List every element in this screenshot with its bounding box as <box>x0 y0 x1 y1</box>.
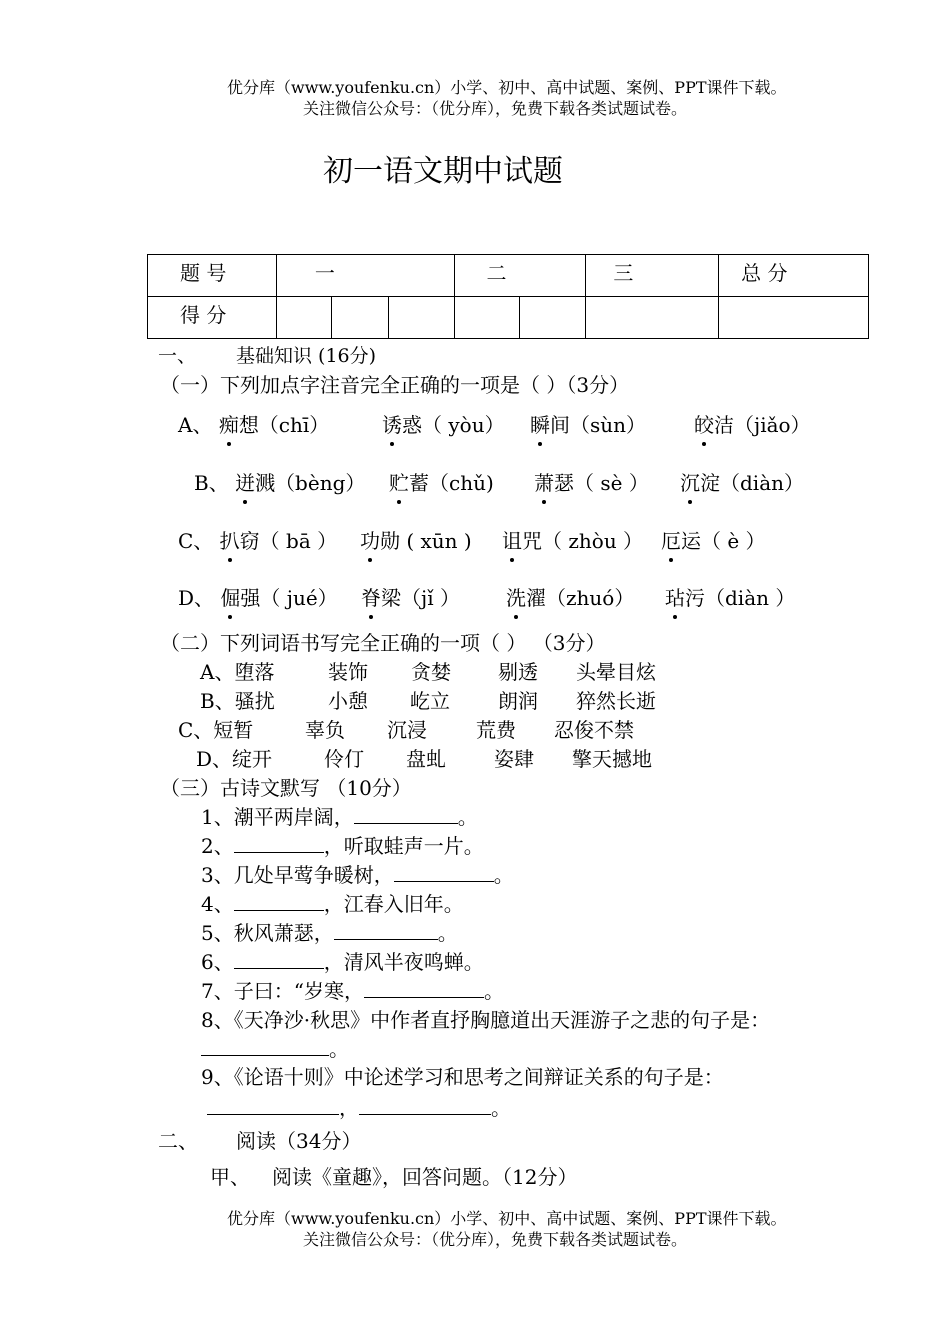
pinyin-item: 勋 ( xūn ) <box>380 529 472 553</box>
option-c[interactable]: C、短暂 <box>178 718 254 742</box>
option-letter: A、 <box>178 413 213 437</box>
word: 伶仃 <box>324 747 364 771</box>
poem-text: 4、 <box>201 892 234 916</box>
dotted-char: 脊 <box>361 582 381 611</box>
pinyin-item: 淀（diàn） <box>700 471 805 495</box>
word: 猝然长逝 <box>576 689 656 713</box>
answer-blank[interactable] <box>359 1096 491 1115</box>
poem-line <box>201 975 504 1004</box>
subsection-heading <box>210 1161 577 1190</box>
score-table <box>147 254 869 339</box>
answer-blank[interactable] <box>334 921 438 940</box>
question-prompt: （一）下列加点字注音完全正确的一项是（ ）（3分） <box>160 373 630 397</box>
pinyin-item: 濯（zhuó） <box>526 586 635 610</box>
dotted-char: 皎 <box>694 409 714 438</box>
score-cell[interactable] <box>719 297 869 339</box>
section-number: 二、 <box>158 1129 198 1153</box>
poem-text: ，听取蛙声一片。 <box>323 834 484 858</box>
pinyin-item: 洁（jiǎo） <box>714 413 811 437</box>
pinyin-item: 窃（ bā ） <box>239 529 338 553</box>
poem-text: 。 <box>491 1096 511 1120</box>
poem-text: 。 <box>493 863 514 887</box>
poem-line: 9、《论语十则》中论述学习和思考之间辩证关系的句子是： <box>201 1065 724 1089</box>
answer-blank[interactable] <box>234 950 324 969</box>
subsection-title: 阅读《童趣》，回答问题。（12分） <box>272 1165 578 1189</box>
poem-line <box>201 830 484 859</box>
pinyin-item: 强（ jué） <box>240 586 338 610</box>
table-header-cell: 一 <box>276 255 454 297</box>
pinyin-item: 间（sùn） <box>550 413 647 437</box>
pinyin-item: 溅（bèng） <box>255 471 366 495</box>
option-letter: D、 <box>178 586 215 610</box>
answer-blank[interactable] <box>234 834 324 853</box>
poem-text: 6、 <box>201 950 234 974</box>
table-row <box>148 297 869 339</box>
section-heading <box>158 1125 361 1154</box>
word: 忍俊不禁 <box>554 718 634 742</box>
section-heading <box>158 341 376 368</box>
score-cell[interactable] <box>388 297 454 339</box>
option-letter: C、 <box>178 529 214 553</box>
table-header-cell: 三 <box>586 255 719 297</box>
option-item <box>382 409 505 438</box>
option-d[interactable]: D、绽开 <box>196 747 273 771</box>
word: 小憩 <box>328 689 368 713</box>
pinyin-item: 瑟（ sè ） <box>554 471 649 495</box>
poem-text: 。 <box>329 1037 349 1061</box>
word: 朗润 <box>498 689 538 713</box>
word: 擎天撼地 <box>572 747 652 771</box>
word: 盘虬 <box>406 747 446 771</box>
poem-line <box>201 1033 349 1062</box>
option-item <box>661 525 766 554</box>
dotted-char: 诱 <box>382 409 402 438</box>
section-title: 基础知识 (16分) <box>236 345 377 367</box>
poem-text: ，江春入旧年。 <box>323 892 464 916</box>
option-letter: B、 <box>194 471 229 495</box>
poem-line <box>201 917 458 946</box>
score-cell[interactable] <box>454 297 520 339</box>
score-cell[interactable] <box>520 297 586 339</box>
footer-line-1: 优分库（www.youfenku.cn）小学、初中、高中试题、案例、PPT课件下载。 <box>227 1209 787 1228</box>
answer-blank[interactable] <box>354 805 458 824</box>
option-item <box>534 467 649 496</box>
dotted-char: 瞬 <box>530 409 550 438</box>
table-row <box>148 255 869 297</box>
option-b[interactable]: B、骚扰 <box>200 689 275 713</box>
option-item <box>389 467 494 496</box>
poem-line <box>201 888 464 917</box>
pinyin-item: 想（chī） <box>238 413 330 437</box>
dotted-char: 厄 <box>661 525 681 554</box>
option-item <box>694 409 811 438</box>
option-d[interactable] <box>178 582 338 611</box>
table-header-cell: 总 分 <box>719 255 869 297</box>
pinyin-item: 梁（jǐ ） <box>381 586 460 610</box>
poem-text: 。 <box>483 979 504 1003</box>
poem-text: 1、潮平两岸阔， <box>201 805 354 829</box>
footer-line-2: 关注微信公众号：（优分库），免费下载各类试题试卷。 <box>303 1230 688 1249</box>
dotted-char: 玷 <box>665 582 685 611</box>
poem-text: ，清风半夜鸣蝉。 <box>323 950 484 974</box>
word: 沉浸 <box>387 718 427 742</box>
pinyin-item: 惑（ yòu） <box>402 413 505 437</box>
table-header-cell: 二 <box>454 255 586 297</box>
score-cell[interactable] <box>331 297 388 339</box>
word: 姿肆 <box>494 747 534 771</box>
option-item <box>506 582 634 611</box>
section-title: 阅读（34分） <box>236 1129 362 1153</box>
option-a[interactable]: A、堕落 <box>200 660 275 684</box>
poem-text: 3、几处早莺争暖树， <box>201 863 394 887</box>
header-line-1: 优分库（www.youfenku.cn）小学、初中、高中试题、案例、PPT课件下载。 <box>227 78 787 97</box>
answer-blank[interactable] <box>394 863 494 882</box>
pinyin-item: 污（diàn ） <box>685 586 796 610</box>
option-item <box>530 409 646 438</box>
option-item <box>665 582 795 611</box>
poem-line <box>201 946 484 975</box>
pinyin-item: 蓄（chǔ) <box>409 471 494 495</box>
dotted-char: 沉 <box>680 467 700 496</box>
pinyin-item: 咒（ zhòu ） <box>522 529 644 553</box>
poem-text: 7、子曰：“岁寒， <box>201 979 364 1003</box>
page-title: 初一语文期中试题 <box>323 154 563 189</box>
dotted-char: 洗 <box>506 582 526 611</box>
subsection-number: 甲、 <box>210 1165 250 1189</box>
dotted-char: 扒 <box>220 525 240 554</box>
option-item <box>680 467 804 496</box>
pinyin-item: 运（ è ） <box>681 529 766 553</box>
word: 剔透 <box>498 660 538 684</box>
poem-line <box>201 801 478 830</box>
dotted-char: 迸 <box>235 467 255 496</box>
word: 辜负 <box>305 718 345 742</box>
dotted-char: 功 <box>360 525 380 554</box>
word: 贪婪 <box>411 660 451 684</box>
poem-text: 。 <box>457 805 478 829</box>
option-item <box>360 525 472 554</box>
score-cell[interactable] <box>586 297 719 339</box>
dotted-char: 贮 <box>389 467 409 496</box>
option-item <box>502 525 643 554</box>
option-a[interactable] <box>178 409 329 438</box>
question-prompt: （三）古诗文默写 （10分） <box>160 776 412 800</box>
answer-blank[interactable] <box>207 1096 339 1115</box>
poem-line <box>207 1092 511 1121</box>
option-item <box>361 582 460 611</box>
poem-line: 8、《天净沙·秋思》中作者直抒胸臆道出天涯游子之悲的句子是： <box>201 1008 771 1032</box>
option-c[interactable] <box>178 525 337 554</box>
poem-text: 。 <box>437 921 458 945</box>
word: 屹立 <box>410 689 450 713</box>
table-header-cell: 题 号 <box>148 255 277 297</box>
poem-line <box>201 859 514 888</box>
question-prompt: （二）下列词语书写完全正确的一项（ ） （3分） <box>160 631 606 655</box>
dotted-char: 诅 <box>502 525 522 554</box>
word: 装饰 <box>328 660 368 684</box>
dotted-char: 萧 <box>534 467 554 496</box>
option-b[interactable] <box>194 467 365 496</box>
score-cell[interactable] <box>276 297 331 339</box>
answer-blank[interactable] <box>201 1037 329 1056</box>
poem-text: ， <box>339 1096 359 1120</box>
answer-blank[interactable] <box>364 979 484 998</box>
header-line-2: 关注微信公众号：（优分库），免费下载各类试题试卷。 <box>303 99 688 118</box>
word: 头晕目炫 <box>576 660 656 684</box>
dotted-char: 倔 <box>220 582 240 611</box>
word: 荒费 <box>476 718 516 742</box>
dotted-char: 痴 <box>219 409 239 438</box>
section-number: 一、 <box>158 345 197 367</box>
answer-blank[interactable] <box>234 892 324 911</box>
poem-text: 2、 <box>201 834 234 858</box>
table-header-cell: 得 分 <box>148 297 277 339</box>
poem-text: 5、秋风萧瑟， <box>201 921 334 945</box>
